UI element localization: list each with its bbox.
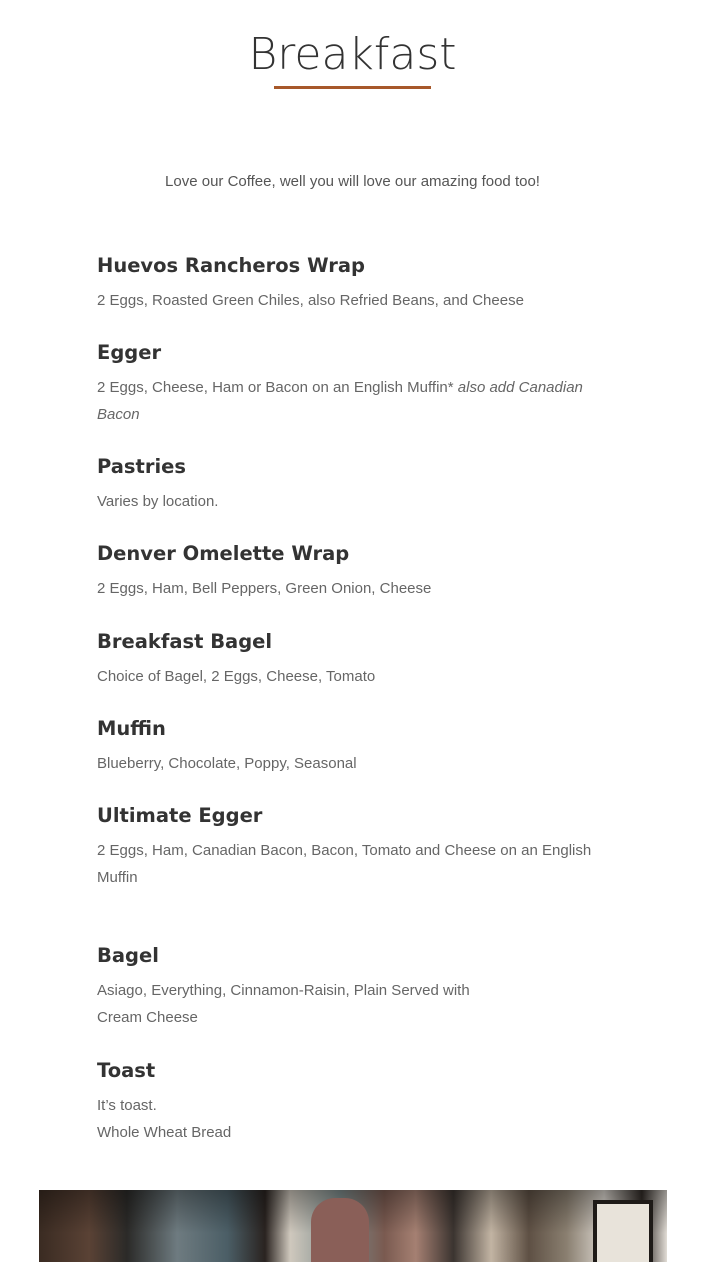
menu-item-name: Toast — [97, 1059, 156, 1082]
menu-item-desc-2: Cream Cheese — [97, 1009, 198, 1026]
desc-text: 2 Eggs, Cheese, Ham or Bacon on an English Muffin* — [97, 379, 454, 396]
menu-item — [97, 716, 597, 777]
menu-item — [97, 803, 597, 891]
menu-item-desc-2: Whole Wheat Bread — [97, 1124, 232, 1141]
menu-item-desc: 2 Eggs, Ham, Bell Peppers, Green Onion, Cheese — [97, 580, 432, 597]
menu-item-desc — [97, 374, 597, 428]
menu-item — [97, 340, 597, 428]
menu-item-desc: Blueberry, Chocolate, Poppy, Seasonal — [97, 755, 357, 772]
menu-item-desc: Asiago, Everything, Cinnamon-Raisin, Plain Served with — [97, 982, 470, 999]
menu-item — [97, 1058, 597, 1146]
title-divider — [274, 86, 431, 89]
coffee-shop-photo — [39, 1190, 667, 1262]
menu-item-name: Pastries — [97, 455, 186, 478]
menu-item-name: Denver Omelette Wrap — [97, 542, 350, 565]
photo-frame — [593, 1200, 653, 1262]
menu-item-name: Breakfast Bagel — [97, 630, 273, 653]
desc-note: also add Canadian Bacon — [97, 379, 583, 423]
section-title: Breakfast — [248, 29, 457, 81]
menu-item-desc: It’s toast. — [97, 1097, 157, 1114]
menu-item-name: Huevos Rancheros Wrap — [97, 254, 365, 277]
tagline: Love our Coffee, well you will love our amazing food too! — [165, 173, 540, 190]
menu-item-desc: 2 Eggs, Roasted Green Chiles, also Refried Beans, and Cheese — [97, 292, 524, 309]
menu-item — [97, 943, 597, 1031]
menu-item — [97, 541, 597, 602]
menu-item — [97, 253, 597, 314]
menu-item-desc: 2 Eggs, Ham, Canadian Bacon, Bacon, Tomato and Cheese on an English Muffin — [97, 842, 592, 886]
menu-item — [97, 454, 597, 515]
menu-item — [97, 629, 597, 690]
menu-item-name: Egger — [97, 341, 162, 364]
menu-item-name: Muffin — [97, 717, 166, 740]
menu-item-name: Bagel — [97, 944, 159, 967]
menu-item-name: Ultimate Egger — [97, 804, 263, 827]
menu-item-desc: Varies by location. — [97, 493, 219, 510]
menu-item-desc: Choice of Bagel, 2 Eggs, Cheese, Tomato — [97, 668, 376, 685]
photo-person — [311, 1198, 369, 1262]
